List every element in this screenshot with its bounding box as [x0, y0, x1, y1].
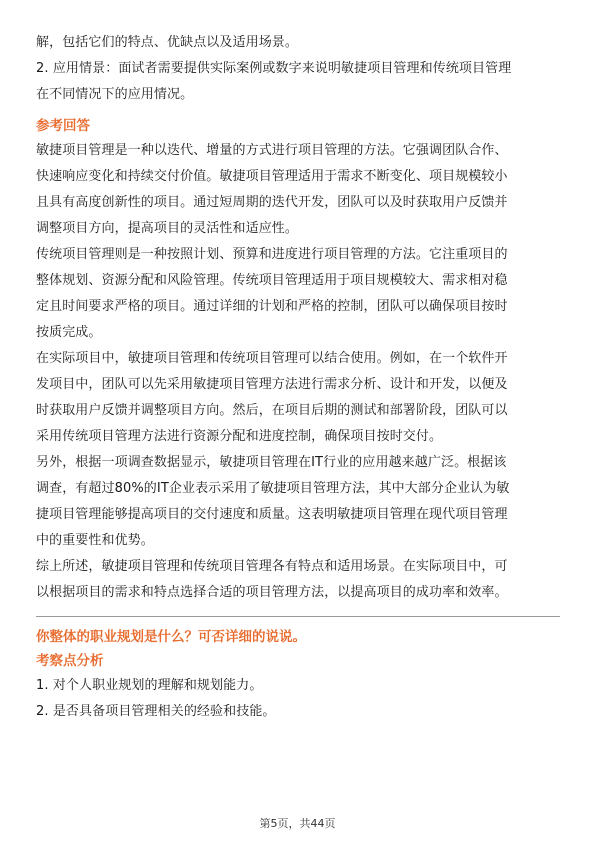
text-line: 传统项目管理则是一种按照计划、预算和进度进行项目管理的方法。它注重项目的: [36, 247, 508, 262]
text-line: 捷项目管理能够提高项目的交付速度和质量。这表明敏捷项目管理在现代项目管理: [36, 507, 508, 522]
text-line: 快速响应变化和持续交付价值。敏捷项目管理适用于需求不断变化、项目规模较小: [36, 169, 508, 184]
page-number: 第5页，共44页: [259, 817, 336, 830]
text-line: 整体规划、资源分配和风险管理。传统项目管理适用于项目规模较大、需求相对稳: [36, 273, 508, 288]
text-line: 敏捷项目管理是一种以迭代、增量的方式进行项目管理的方法。它强调团队合作、: [36, 143, 508, 158]
text-line: 时获取用户反馈并调整项目方向。然后，在项目后期的测试和部署阶段，团队可以: [36, 403, 508, 418]
answer-paragraph: [36, 242, 560, 346]
text-line: 定且时间要求严格的项目。通过详细的计划和严格的控制，团队可以确保项目按时: [36, 299, 508, 314]
analysis-points: [36, 673, 560, 725]
answer-paragraph: [36, 138, 560, 242]
intro-text: [36, 30, 560, 108]
text-line: 综上所述，敏捷项目管理和传统项目管理各有特点和适用场景。在实际项目中，可: [36, 559, 508, 574]
text-line: 以根据项目的需求和特点选择合适的项目管理方法，以提高项目的成功率和效率。: [36, 585, 508, 600]
answer-paragraph: [36, 554, 560, 606]
section-divider: [36, 616, 560, 617]
text-line: 且具有高度创新性的项目。通过短周期的迭代开发，团队可以及时获取用户反馈并: [36, 195, 508, 210]
list-item: 1. 对个人职业规划的理解和规划能力。: [36, 678, 263, 693]
text-line: 在不同情况下的应用情况。: [36, 87, 194, 102]
answer-paragraph: [36, 450, 560, 554]
text-line: 采用传统项目管理方法进行资源分配和进度控制，确保项目按时交付。: [36, 429, 443, 444]
question-title: 你整体的职业规划是什么？可否详细的说说。: [36, 629, 306, 645]
text-line: 中的重要性和优势。: [36, 533, 154, 548]
answer-paragraph: [36, 346, 560, 450]
text-line: 调整项目方向，提高项目的灵活性和适应性。: [36, 221, 299, 236]
text-line: 调查，有超过80%的IT企业表示采用了敏捷项目管理方法，其中大部分企业认为敏: [36, 481, 510, 496]
text-line: 解，包括它们的特点、优缺点以及适用场景。: [36, 35, 299, 50]
text-line: 2. 应用情景：面试者需要提供实际案例或数字来说明敏捷项目管理和传统项目管理: [36, 61, 512, 76]
answer-heading: 参考回答: [36, 118, 90, 134]
text-line: 在实际项目中，敏捷项目管理和传统项目管理可以结合使用。例如，在一个软件开: [36, 351, 508, 366]
text-line: 另外，根据一项调查数据显示，敏捷项目管理在IT行业的应用越来越广泛。根据该: [36, 455, 507, 470]
text-line: 发项目中，团队可以先采用敏捷项目管理方法进行需求分析、设计和开发，以便及: [36, 377, 508, 392]
page-content: [36, 30, 560, 725]
analysis-heading: 考察点分析: [36, 653, 104, 669]
text-line: 按质完成。: [36, 325, 102, 340]
list-item: 2. 是否具备项目管理相关的经验和技能。: [36, 704, 276, 719]
